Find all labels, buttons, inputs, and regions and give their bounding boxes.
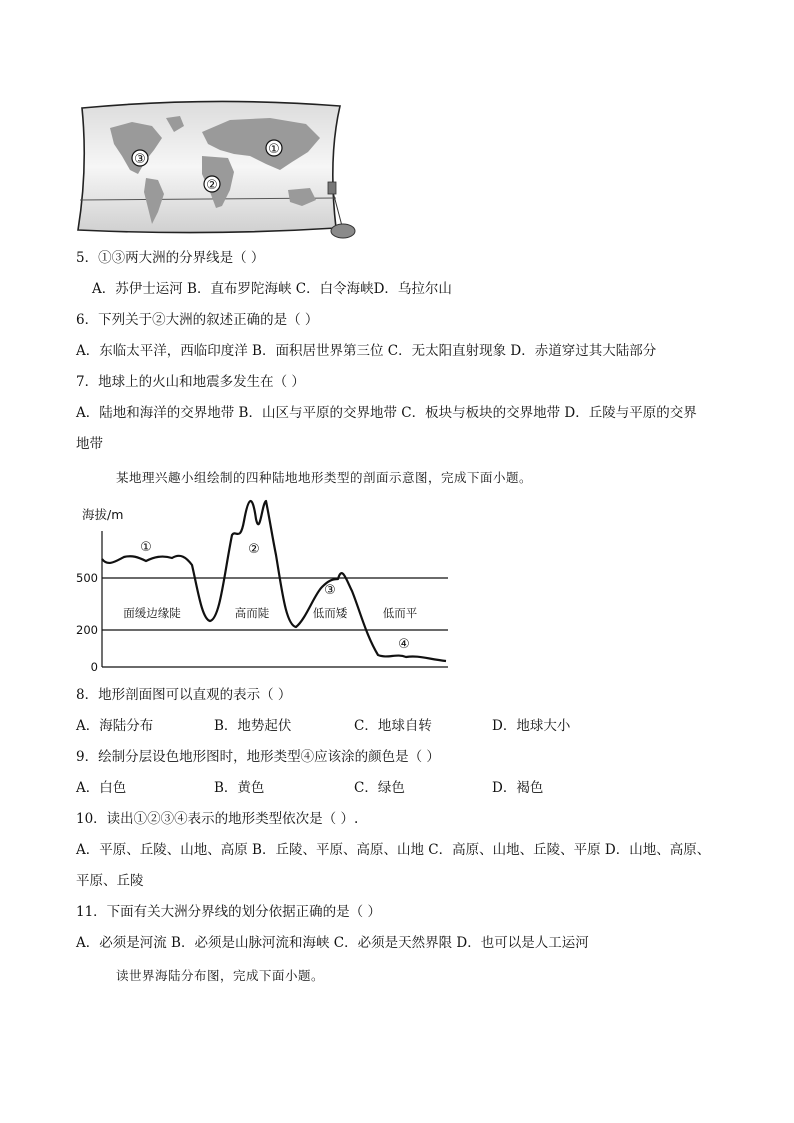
region-label-mountain: 高而陡 bbox=[234, 606, 270, 620]
terrain-profile-curve bbox=[102, 501, 446, 661]
q7-stem: 7．地球上的火山和地震多发生在（ ） bbox=[76, 374, 305, 390]
q10-stem: 10．读出①②③④表示的地形类型依次是（ ）. bbox=[76, 811, 359, 827]
q8-option-c: C．地球自转 bbox=[354, 718, 432, 734]
q8-option-b: B．地势起伏 bbox=[214, 718, 292, 734]
q10-options-line2: 平原、丘陵 bbox=[76, 873, 144, 889]
q9-option-b: B．黄色 bbox=[214, 780, 265, 796]
intro-profile: 某地理兴趣小组绘制的四种陆地地形类型的剖面示意图，完成下面小题。 bbox=[116, 470, 533, 485]
tag-clip bbox=[328, 182, 336, 194]
q11-options: A．必须是河流 B．必须是山脉河流和海峡 C．必须是天然界限 D．也可以是人工运河 bbox=[76, 935, 589, 951]
intro-world-map: 读世界海陆分布图，完成下面小题。 bbox=[116, 968, 325, 983]
world-map-pillow-figure bbox=[70, 98, 360, 243]
q7-options-line1: A．陆地和海洋的交界地带 B．山区与平原的交界地带 C．板块与板块的交界地带 D．丘陵与平原的交界 bbox=[76, 405, 697, 421]
profile-number-2: ② bbox=[248, 542, 260, 557]
region-label-hill: 低而矮 bbox=[312, 606, 348, 620]
q10-options-line1: A．平原、丘陵、山地、高原 B．丘陵、平原、高原、山地 C．高原、山地、丘陵、平原 D．山地、高原、 bbox=[76, 842, 711, 858]
tick-500: 500 bbox=[76, 571, 98, 585]
map-label-3: ③ bbox=[134, 152, 146, 167]
q8-stem: 8．地形剖面图可以直观的表示（ ） bbox=[76, 687, 292, 703]
q8-option-d: D．地球大小 bbox=[492, 718, 571, 734]
tick-200: 200 bbox=[76, 623, 98, 637]
tag bbox=[331, 224, 355, 238]
q5-stem: 5．①③两大洲的分界线是（ ） bbox=[76, 250, 265, 266]
q9-option-a: A．白色 bbox=[76, 780, 127, 796]
q7-options-line2: 地带 bbox=[76, 436, 103, 452]
q9-option-c: C．绿色 bbox=[354, 780, 405, 796]
q11-stem: 11．下面有关大洲分界线的划分依据正确的是（ ） bbox=[76, 904, 381, 920]
tick-0: 0 bbox=[90, 660, 98, 674]
map-label-1: ① bbox=[268, 142, 280, 157]
q8-option-a: A．海陆分布 bbox=[76, 718, 154, 734]
profile-number-3: ③ bbox=[324, 583, 336, 598]
q9-stem: 9．绘制分层设色地形图时，地形类型④应该涂的颜色是（ ） bbox=[76, 749, 440, 765]
terrain-profile-figure bbox=[76, 495, 456, 675]
q6-stem: 6．下列关于②大洲的叙述正确的是（ ） bbox=[76, 312, 319, 328]
profile-number-1: ① bbox=[140, 540, 152, 555]
region-label-plain: 低而平 bbox=[382, 606, 418, 620]
map-label-2: ② bbox=[206, 178, 218, 193]
q5-options: A．苏伊士运河 B．直布罗陀海峡 C．白令海峡D．乌拉尔山 bbox=[92, 281, 452, 297]
region-label-plateau: 面缓边缘陡 bbox=[123, 606, 181, 620]
profile-number-4: ④ bbox=[398, 637, 410, 652]
q9-option-d: D．褐色 bbox=[492, 780, 544, 796]
profile-ylabel: 海拔/m bbox=[82, 507, 124, 522]
q6-options: A．东临太平洋，西临印度洋 B．面积居世界第三位 C．无太阳直射现象 D．赤道穿过其大陆部分 bbox=[76, 343, 657, 359]
